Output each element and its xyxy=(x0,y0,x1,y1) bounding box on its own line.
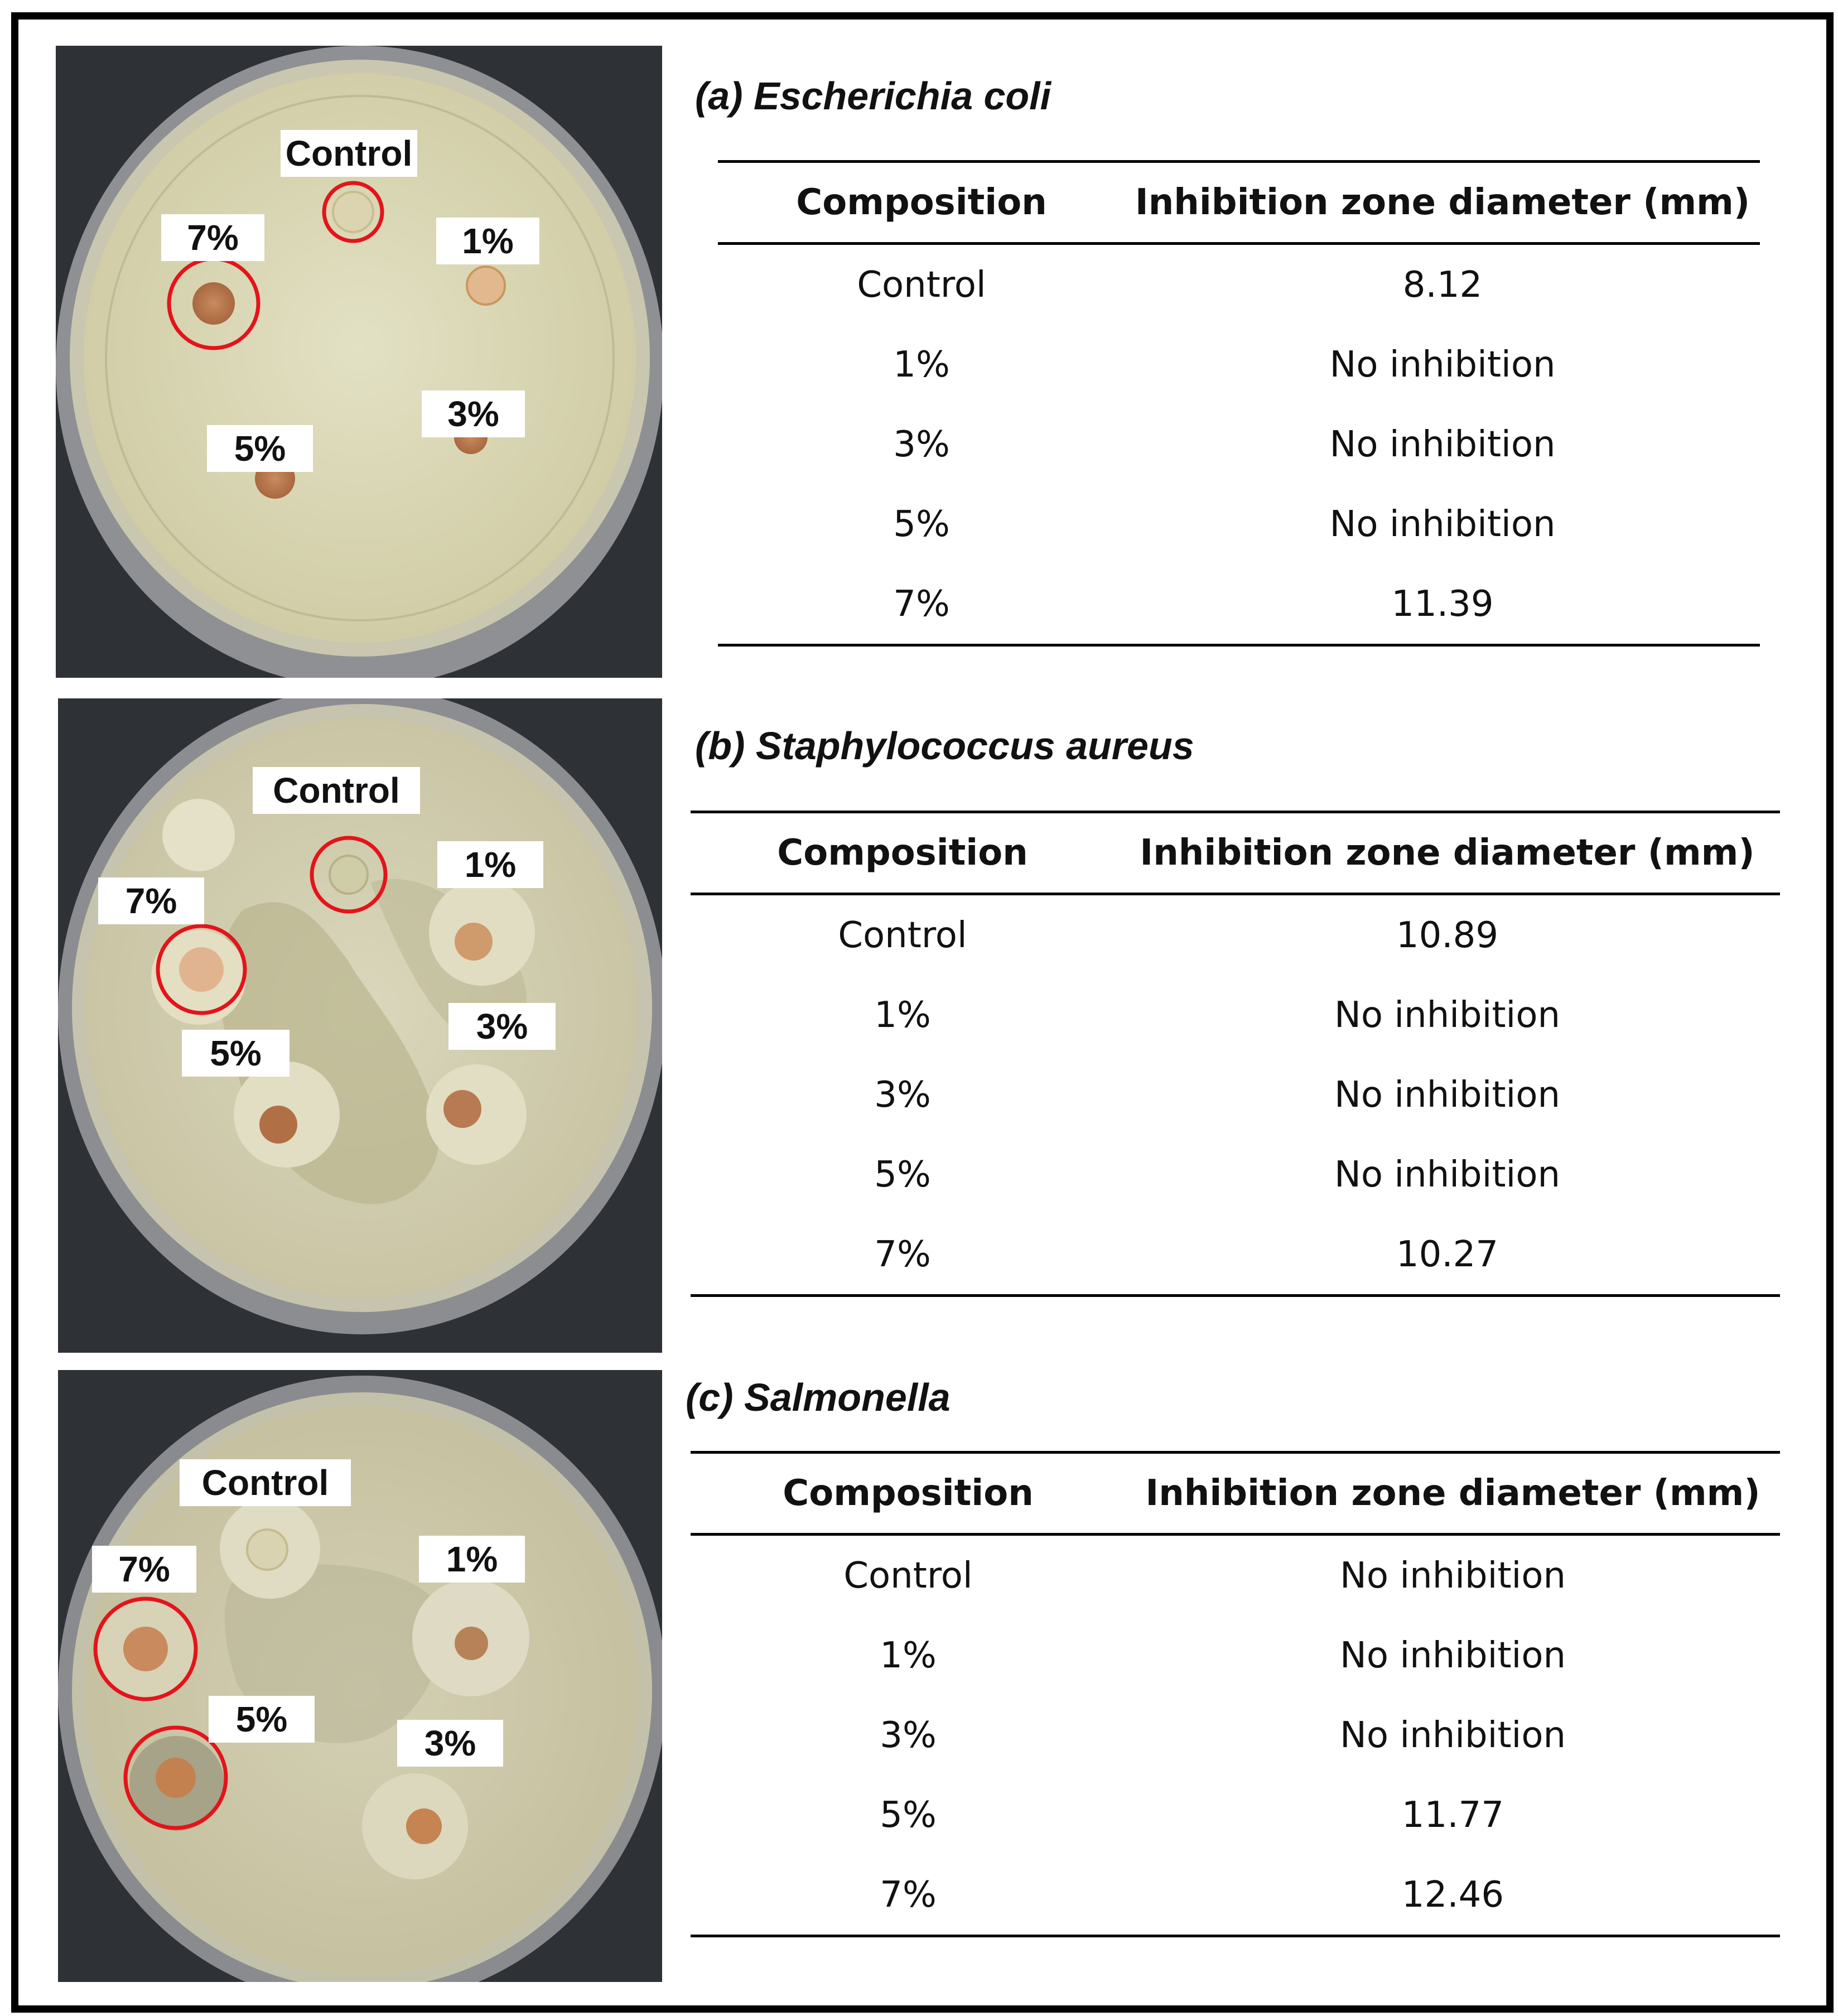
header-inhibition: Inhibition zone diameter (mm) xyxy=(1115,812,1780,894)
results-table-b xyxy=(691,811,1780,1297)
cell-composition: 5% xyxy=(874,1154,931,1195)
table-row xyxy=(691,1775,1780,1855)
photo-label-7pct: 7% xyxy=(161,214,264,261)
results-table-a xyxy=(718,160,1760,647)
cell-composition: Control xyxy=(838,914,967,956)
panel-a-title: (a) Escherichia coli xyxy=(695,74,1051,118)
photo-label-3pct: 3% xyxy=(397,1720,503,1767)
photo-label-7pct: 7% xyxy=(92,1546,196,1593)
petri-dish-photo-b xyxy=(58,698,662,1353)
table-row xyxy=(691,1855,1780,1936)
photo-label-3pct: 3% xyxy=(422,390,525,437)
cell-inhibition: 8.12 xyxy=(1402,264,1483,306)
cell-inhibition: 12.46 xyxy=(1126,1855,1780,1936)
photo-label-control: Control xyxy=(253,767,420,814)
cell-composition: Control xyxy=(857,264,986,306)
table-row xyxy=(718,564,1760,645)
cell-composition: 3% xyxy=(874,1074,931,1116)
cell-composition: 5% xyxy=(893,503,950,545)
petri-dish-c xyxy=(58,1370,662,1982)
cell-inhibition: No inhibition xyxy=(1329,423,1556,465)
photo-label-5pct: 5% xyxy=(209,1696,315,1743)
photo-label-7pct: 7% xyxy=(98,877,204,924)
header-inhibition: Inhibition zone diameter (mm) xyxy=(1126,1453,1780,1535)
table-header-row xyxy=(691,812,1780,894)
panel-c-title: (c) Salmonella xyxy=(686,1376,951,1419)
table-row xyxy=(718,404,1760,484)
photo-label-control: Control xyxy=(180,1459,351,1506)
header-composition: Composition xyxy=(691,812,1115,894)
table-row xyxy=(691,1214,1780,1296)
cell-composition: 3% xyxy=(880,1714,937,1756)
cell-inhibition: No inhibition xyxy=(1334,1074,1561,1116)
table-row xyxy=(691,1695,1780,1775)
table-row xyxy=(718,325,1760,404)
cell-inhibition: No inhibition xyxy=(1339,1714,1566,1756)
header-composition: Composition xyxy=(718,162,1125,244)
table-row xyxy=(691,1615,1780,1695)
table-row xyxy=(718,484,1760,564)
cell-composition: 1% xyxy=(880,1634,937,1676)
petri-dish-photo-c xyxy=(58,1370,662,1982)
table-row xyxy=(691,1135,1780,1214)
cell-inhibition: 10.27 xyxy=(1115,1214,1780,1296)
table-header-row xyxy=(691,1453,1780,1535)
cell-composition: 7% xyxy=(691,1214,1115,1296)
cell-composition: 1% xyxy=(874,994,931,1036)
table-row xyxy=(691,975,1780,1055)
cell-inhibition: No inhibition xyxy=(1329,503,1556,545)
photo-label-5pct: 5% xyxy=(182,1030,290,1077)
cell-composition: 1% xyxy=(893,344,950,385)
cell-inhibition: No inhibition xyxy=(1339,1555,1566,1597)
cell-composition: 7% xyxy=(691,1855,1126,1936)
photo-label-1pct: 1% xyxy=(419,1536,525,1583)
header-inhibition: Inhibition zone diameter (mm) xyxy=(1125,162,1760,244)
cell-inhibition: 11.39 xyxy=(1125,564,1760,645)
header-composition: Composition xyxy=(691,1453,1126,1535)
cell-inhibition: No inhibition xyxy=(1334,994,1561,1036)
cell-inhibition: No inhibition xyxy=(1339,1634,1566,1676)
panel-b-title: (b) Staphylococcus aureus xyxy=(695,724,1194,768)
photo-label-control: Control xyxy=(281,130,417,177)
photo-label-3pct: 3% xyxy=(448,1003,556,1050)
table-row xyxy=(718,244,1760,325)
petri-dish-photo-a xyxy=(56,46,662,678)
table-row xyxy=(691,894,1780,976)
figure-frame xyxy=(11,12,1834,2013)
photo-label-1pct: 1% xyxy=(436,218,539,264)
cell-inhibition: No inhibition xyxy=(1334,1154,1561,1195)
cell-inhibition: No inhibition xyxy=(1329,344,1556,385)
photo-label-5pct: 5% xyxy=(207,425,313,472)
cell-composition: Control xyxy=(843,1555,973,1597)
table-row xyxy=(691,1535,1780,1616)
cell-composition: 5% xyxy=(880,1794,937,1836)
cell-inhibition: 11.77 xyxy=(1401,1794,1504,1836)
table-header-row xyxy=(718,162,1760,244)
table-row xyxy=(691,1055,1780,1135)
cell-composition: 3% xyxy=(893,423,950,465)
photo-label-1pct: 1% xyxy=(437,841,543,888)
cell-inhibition: 10.89 xyxy=(1396,914,1499,956)
results-table-c xyxy=(691,1451,1780,1937)
cell-composition: 7% xyxy=(718,564,1125,645)
